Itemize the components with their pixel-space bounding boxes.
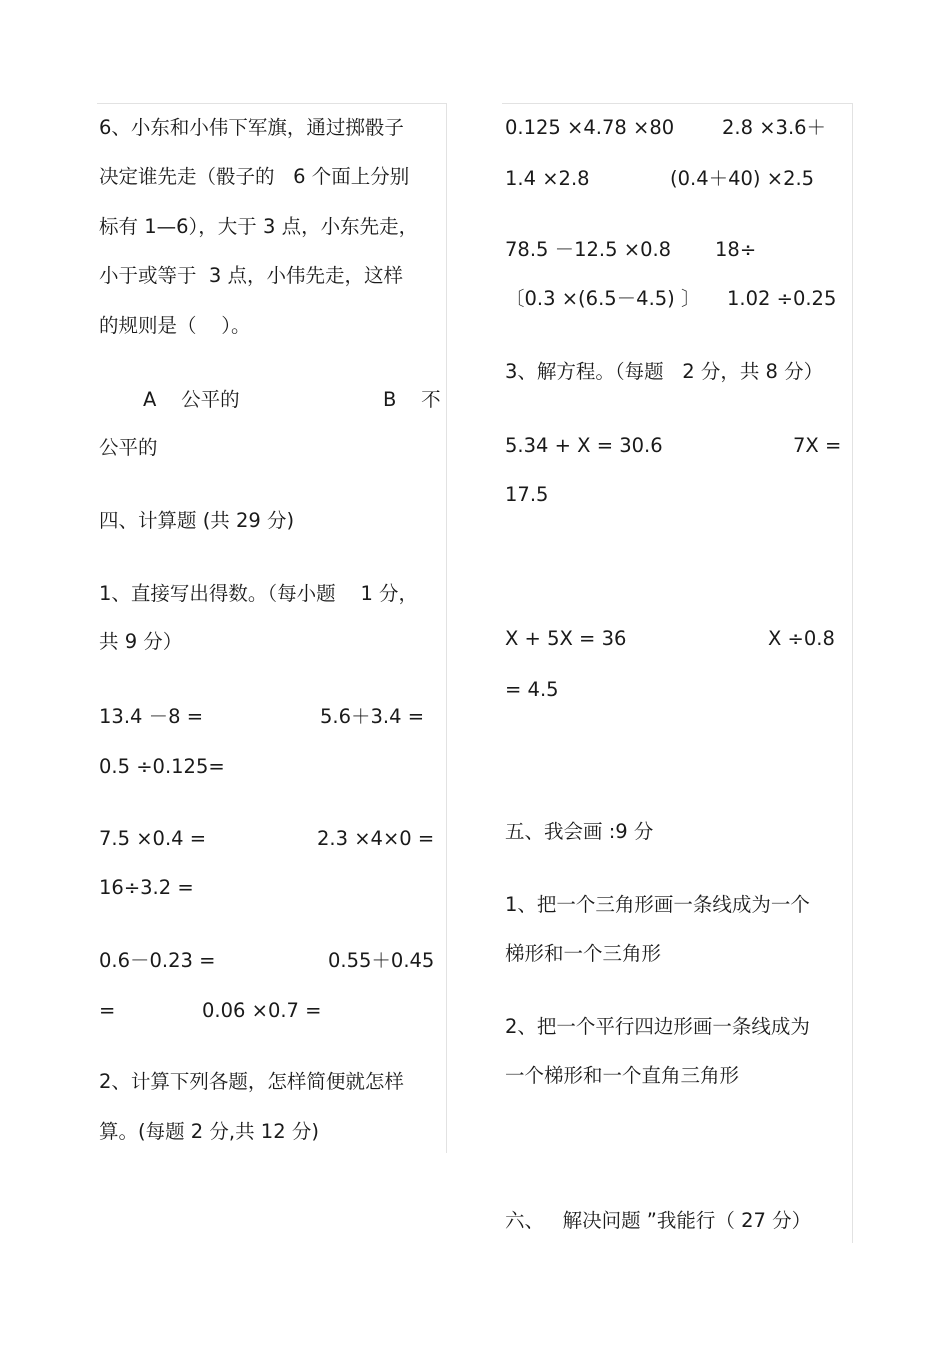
calc-item: 0.5 ÷0.125= — [99, 755, 225, 778]
simplify-item: (0.4＋40) ×2.5 — [670, 167, 815, 190]
simplify-item: 0.125 ×4.78 ×80 — [505, 116, 675, 139]
equation-item: 7X = — [793, 434, 842, 457]
section-6-title: 六、 解决问题 ”我能行（ 27 分） — [505, 1209, 812, 1232]
subsection-2-line-1: 2、计算下列各题，怎样简便就怎样 — [99, 1070, 404, 1093]
simplify-item: 1.4 ×2.8 — [505, 167, 590, 190]
right-column-top-rule — [502, 103, 852, 104]
calc-item: = — [99, 999, 116, 1022]
simplify-item: 18÷ — [715, 238, 757, 261]
option-b: B 不 — [383, 388, 441, 411]
calc-item: 2.3 ×4×0 = — [317, 827, 435, 850]
left-column-top-rule — [97, 103, 447, 104]
simplify-item: 2.8 ×3.6＋ — [722, 116, 827, 139]
question-6-line-4: 小于或等于 3 点，小伟先走，这样 — [99, 264, 404, 287]
simplify-item: 78.5 －12.5 ×0.8 — [505, 238, 672, 261]
calc-item: 0.06 ×0.7 = — [202, 999, 322, 1022]
calc-item: 0.6－0.23 = — [99, 949, 216, 972]
draw-2-line-1: 2、把一个平行四边形画一条线成为 — [505, 1015, 810, 1038]
question-6-line-5: 的规则是（ ）。 — [99, 314, 251, 337]
section-5-title: 五、我会画 :9 分 — [505, 820, 654, 843]
subsection-1-line-1: 1、直接写出得数。（每小题 1 分， — [99, 582, 419, 605]
equation-item: X ÷0.8 — [768, 627, 835, 650]
subsection-3-title: 3、解方程。（每题 2 分，共 8 分） — [505, 360, 824, 383]
question-6-line-1: 6、小东和小伟下军旗，通过掷骰子 — [99, 116, 404, 139]
calc-item: 16÷3.2 = — [99, 876, 194, 899]
equation-item: 17.5 — [505, 483, 549, 506]
equation-item: 5.34 + X = 30.6 — [505, 434, 663, 457]
draw-1-line-1: 1、把一个三角形画一条线成为一个 — [505, 893, 810, 916]
simplify-item: 1.02 ÷0.25 — [727, 287, 837, 310]
subsection-1-line-2: 共 9 分） — [99, 630, 183, 653]
option-b-continued: 公平的 — [99, 436, 158, 459]
column-divider — [446, 103, 447, 1153]
calc-item: 5.6＋3.4 = — [320, 705, 425, 728]
subsection-2-line-2: 算。(每题 2 分,共 12 分) — [99, 1120, 319, 1143]
draw-1-line-2: 梯形和一个三角形 — [505, 942, 662, 965]
draw-2-line-2: 一个梯形和一个直角三角形 — [505, 1064, 740, 1087]
simplify-item: 〔0.3 ×(6.5－4.5) 〕 — [505, 287, 701, 310]
question-6-line-2: 决定谁先走（骰子的 6 个面上分别 — [99, 165, 410, 188]
calc-item: 13.4 －8 = — [99, 705, 204, 728]
equation-item: = 4.5 — [505, 678, 559, 701]
question-6-line-3: 标有 1—6），大于 3 点，小东先走， — [99, 215, 419, 238]
section-4-title: 四、计算题 (共 29 分) — [99, 509, 295, 532]
calc-item: 7.5 ×0.4 = — [99, 827, 207, 850]
equation-item: X + 5X = 36 — [505, 627, 627, 650]
option-a: A 公平的 — [143, 388, 240, 411]
calc-item: 0.55＋0.45 — [328, 949, 435, 972]
right-column-edge — [852, 103, 853, 1243]
